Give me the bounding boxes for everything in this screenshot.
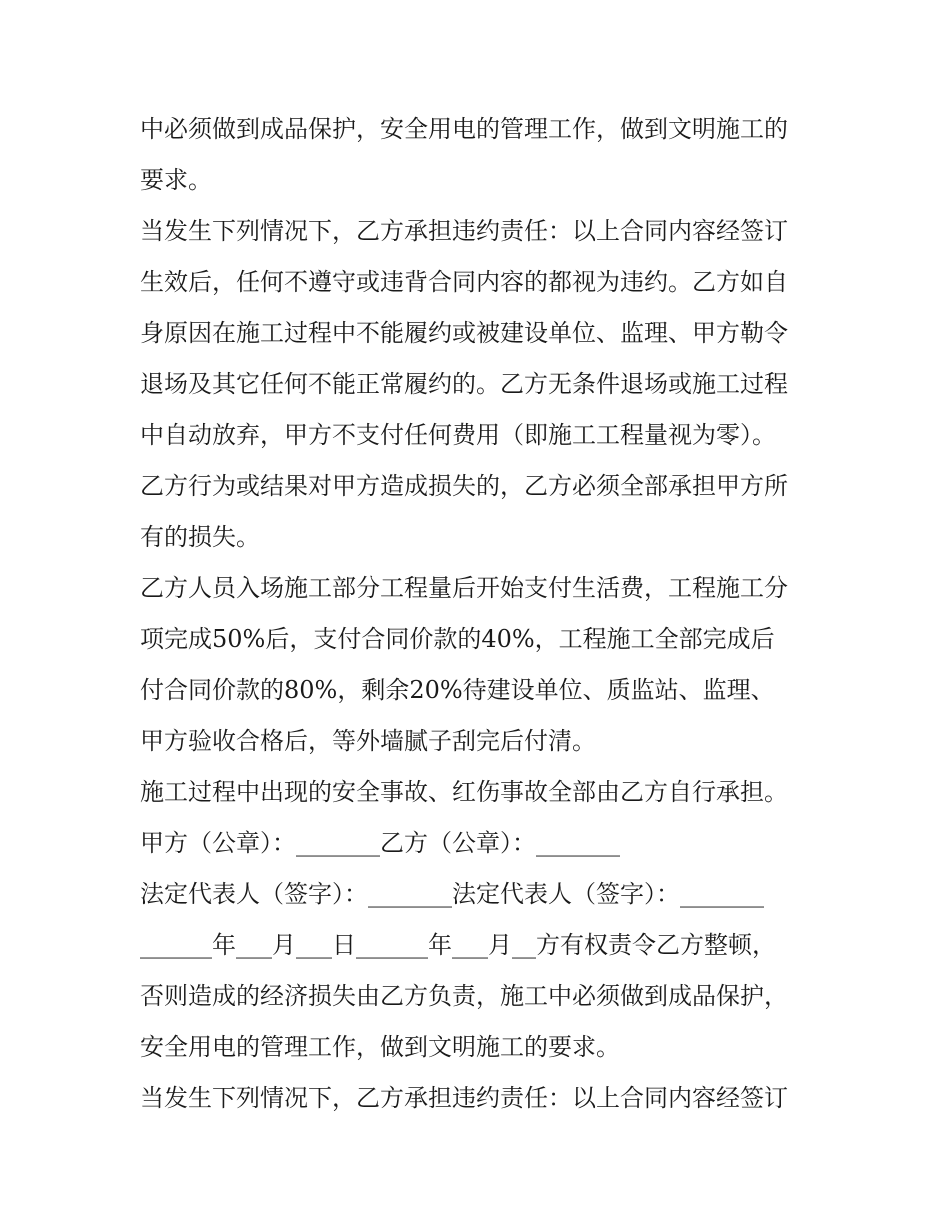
text-line: 生效后，任何不遵守或违背合同内容的都视为违约。乙方如自 xyxy=(140,268,788,296)
text-line: 项完成50%后，支付合同价款的40%，工程施工全部完成后 xyxy=(140,625,775,653)
text-line: 当发生下列情况下，乙方承担违约责任：以上合同内容经签订 xyxy=(140,217,788,245)
text-line: 要求。 xyxy=(140,166,212,194)
document-body xyxy=(140,104,820,1124)
text-line: 安全用电的管理工作，做到文明施工的要求。 xyxy=(140,1033,620,1061)
text-line: 中必须做到成品保护，安全用电的管理工作，做到文明施工的 xyxy=(140,115,788,143)
text-line: 乙方行为或结果对甲方造成损失的，乙方必须全部承担甲方所 xyxy=(140,472,788,500)
text-line: 施工过程中出现的安全事故、红伤事故全部由乙方自行承担。 xyxy=(140,778,788,806)
signature-line-representative: 法定代表人（签字）：_______法定代表人（签字）：_______ xyxy=(140,880,764,908)
date-line: ______年___月___日______年___月__方有权责令乙方整顿， xyxy=(140,931,776,959)
signature-line-seal: 甲方（公章）：_______乙方（公章）：_______ xyxy=(140,829,620,857)
text-line: 当发生下列情况下，乙方承担违约责任：以上合同内容经签订 xyxy=(140,1084,788,1112)
text-line: 付合同价款的80%，剩余20%待建设单位、质监站、监理、 xyxy=(140,676,775,704)
text-line: 退场及其它任何不能正常履约的。乙方无条件退场或施工过程 xyxy=(140,370,788,398)
text-line: 中自动放弃，甲方不支付任何费用（即施工工程量视为零）。 xyxy=(140,421,776,449)
text-line: 有的损失。 xyxy=(140,523,260,551)
text-line: 甲方验收合格后，等外墙腻子刮完后付清。 xyxy=(140,727,596,755)
text-line: 否则造成的经济损失由乙方负责，施工中必须做到成品保护， xyxy=(140,982,788,1010)
text-line: 身原因在施工过程中不能履约或被建设单位、监理、甲方勒令 xyxy=(140,319,788,347)
text-line: 乙方人员入场施工部分工程量后开始支付生活费，工程施工分 xyxy=(140,574,788,602)
